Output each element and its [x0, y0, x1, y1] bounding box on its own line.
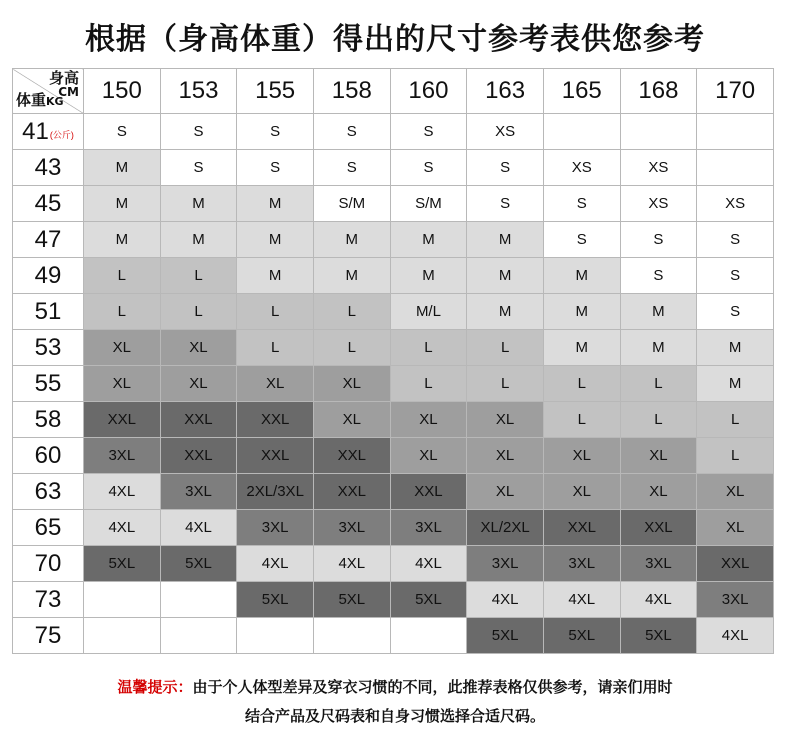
- weight-header-73: 73: [13, 582, 84, 618]
- size-cell: S/M: [313, 186, 390, 222]
- size-cell: 4XL: [84, 474, 161, 510]
- weight-header-65: 65: [13, 510, 84, 546]
- size-chart-table: [12, 68, 774, 654]
- size-cell: 4XL: [160, 510, 237, 546]
- height-axis-label: 身高 CM: [48, 69, 79, 99]
- size-cell: S: [160, 150, 237, 186]
- size-cell: L: [313, 294, 390, 330]
- size-cell: M: [237, 186, 314, 222]
- size-cell: XL: [237, 366, 314, 402]
- table-row: [13, 474, 774, 510]
- size-cell: XXL: [313, 438, 390, 474]
- size-cell: M: [160, 186, 237, 222]
- size-cell: 5XL: [160, 546, 237, 582]
- size-cell: XXL: [620, 510, 697, 546]
- size-cell: L: [390, 366, 467, 402]
- size-cell: L: [467, 330, 544, 366]
- tip-text-1: 由于个人体型差异及穿衣习惯的不同，此推荐表格仅供参考，请亲们用时: [192, 678, 673, 696]
- height-header-row: [13, 69, 774, 114]
- size-cell: M: [467, 258, 544, 294]
- size-cell: S: [697, 222, 774, 258]
- size-cell: 3XL: [620, 546, 697, 582]
- table-row: [13, 582, 774, 618]
- size-cell: XL: [697, 474, 774, 510]
- tip-line-1: [0, 676, 790, 697]
- weight-header-41: 41(公斤): [13, 114, 84, 150]
- size-cell: 3XL: [84, 438, 161, 474]
- size-cell: XL/2XL: [467, 510, 544, 546]
- size-cell: L: [160, 294, 237, 330]
- size-cell: [543, 114, 620, 150]
- size-cell: S: [697, 294, 774, 330]
- size-cell: XL: [467, 402, 544, 438]
- size-cell: M: [237, 222, 314, 258]
- size-cell: S: [160, 114, 237, 150]
- size-cell: L: [543, 402, 620, 438]
- size-cell: M/L: [390, 294, 467, 330]
- height-header-150: 150: [84, 69, 161, 114]
- weight-axis-label: 体重KG: [16, 91, 64, 109]
- size-cell: S: [84, 114, 161, 150]
- size-cell: L: [620, 366, 697, 402]
- weight-header-63: 63: [13, 474, 84, 510]
- weight-header-45: 45: [13, 186, 84, 222]
- size-cell: [313, 618, 390, 654]
- weight-unit: KG: [46, 95, 64, 108]
- weight-header-53: 53: [13, 330, 84, 366]
- size-cell: 5XL: [390, 582, 467, 618]
- size-cell: XXL: [237, 438, 314, 474]
- size-cell: M: [160, 222, 237, 258]
- size-cell: L: [390, 330, 467, 366]
- size-cell: M: [390, 222, 467, 258]
- size-cell: [620, 114, 697, 150]
- height-header-165: 165: [543, 69, 620, 114]
- size-cell: M: [84, 150, 161, 186]
- size-cell: XS: [620, 150, 697, 186]
- height-header-153: 153: [160, 69, 237, 114]
- size-cell: L: [313, 330, 390, 366]
- table-row: [13, 114, 774, 150]
- size-cell: 4XL: [313, 546, 390, 582]
- size-cell: S: [313, 114, 390, 150]
- height-unit: CM: [58, 85, 79, 99]
- size-cell: XS: [467, 114, 544, 150]
- size-cell: XS: [697, 186, 774, 222]
- table-row: [13, 258, 774, 294]
- weight-header-60: 60: [13, 438, 84, 474]
- size-cell: 3XL: [697, 582, 774, 618]
- size-cell: XL: [390, 438, 467, 474]
- size-cell: M: [620, 294, 697, 330]
- size-cell: L: [84, 294, 161, 330]
- size-cell: [160, 618, 237, 654]
- size-cell: 4XL: [467, 582, 544, 618]
- size-cell: XL: [543, 474, 620, 510]
- size-cell: 4XL: [390, 546, 467, 582]
- size-cell: XXL: [160, 438, 237, 474]
- size-cell: 3XL: [313, 510, 390, 546]
- weight-unit-note: (公斤): [49, 129, 74, 140]
- size-cell: XL: [467, 474, 544, 510]
- size-cell: M: [697, 330, 774, 366]
- size-cell: [697, 114, 774, 150]
- height-header-168: 168: [620, 69, 697, 114]
- height-header-160: 160: [390, 69, 467, 114]
- table-row: [13, 222, 774, 258]
- size-cell: 4XL: [620, 582, 697, 618]
- table-row: [13, 294, 774, 330]
- size-cell: M: [543, 294, 620, 330]
- size-cell: S: [467, 186, 544, 222]
- size-cell: S: [620, 222, 697, 258]
- weight-header-70: 70: [13, 546, 84, 582]
- size-cell: XS: [543, 150, 620, 186]
- size-cell: L: [620, 402, 697, 438]
- size-cell: XL: [160, 330, 237, 366]
- size-cell: XL: [313, 402, 390, 438]
- size-cell: 4XL: [697, 618, 774, 654]
- size-cell: [237, 618, 314, 654]
- size-cell: M: [313, 222, 390, 258]
- size-cell: S: [390, 150, 467, 186]
- size-cell: M: [467, 294, 544, 330]
- size-cell: 4XL: [84, 510, 161, 546]
- size-cell: S: [697, 258, 774, 294]
- size-cell: [697, 150, 774, 186]
- weight-header-51: 51: [13, 294, 84, 330]
- size-cell: 5XL: [237, 582, 314, 618]
- size-cell: XXL: [160, 402, 237, 438]
- size-cell: L: [237, 330, 314, 366]
- size-cell: XL: [620, 438, 697, 474]
- size-cell: S: [390, 114, 467, 150]
- size-cell: [84, 582, 161, 618]
- size-cell: 3XL: [160, 474, 237, 510]
- size-cell: S: [237, 150, 314, 186]
- table-row: [13, 186, 774, 222]
- size-cell: S: [467, 150, 544, 186]
- table-row: [13, 150, 774, 186]
- size-cell: XXL: [390, 474, 467, 510]
- table-row: [13, 546, 774, 582]
- size-cell: XL: [390, 402, 467, 438]
- table-row: [13, 330, 774, 366]
- size-cell: 2XL/3XL: [237, 474, 314, 510]
- size-cell: XL: [84, 366, 161, 402]
- size-cell: XXL: [697, 546, 774, 582]
- size-cell: XS: [620, 186, 697, 222]
- size-cell: 3XL: [543, 546, 620, 582]
- weight-header-43: 43: [13, 150, 84, 186]
- page-title: 根据（身高体重）得出的尺寸参考表供您参考: [85, 22, 705, 57]
- size-cell: XL: [620, 474, 697, 510]
- size-cell: XL: [467, 438, 544, 474]
- size-cell: L: [467, 366, 544, 402]
- size-cell: 5XL: [620, 618, 697, 654]
- size-cell: [84, 618, 161, 654]
- height-header-155: 155: [237, 69, 314, 114]
- table-row: [13, 510, 774, 546]
- size-cell: XXL: [237, 402, 314, 438]
- table-row: [13, 438, 774, 474]
- size-cell: [390, 618, 467, 654]
- size-cell: S/M: [390, 186, 467, 222]
- size-cell: 5XL: [543, 618, 620, 654]
- size-cell: 3XL: [390, 510, 467, 546]
- size-cell: L: [84, 258, 161, 294]
- size-cell: 3XL: [467, 546, 544, 582]
- weight-header-75: 75: [13, 618, 84, 654]
- tip-label: 温馨提示：: [117, 678, 193, 696]
- size-cell: XXL: [543, 510, 620, 546]
- size-cell: S: [543, 222, 620, 258]
- size-cell: XXL: [313, 474, 390, 510]
- size-cell: 4XL: [237, 546, 314, 582]
- size-cell: XL: [313, 366, 390, 402]
- weight-header-55: 55: [13, 366, 84, 402]
- weight-header-49: 49: [13, 258, 84, 294]
- size-cell: M: [697, 366, 774, 402]
- size-cell: XXL: [84, 402, 161, 438]
- table-row: [13, 618, 774, 654]
- table-row: [13, 402, 774, 438]
- height-header-158: 158: [313, 69, 390, 114]
- size-cell: XL: [160, 366, 237, 402]
- size-cell: L: [697, 438, 774, 474]
- size-cell: M: [84, 186, 161, 222]
- size-cell: 5XL: [313, 582, 390, 618]
- size-cell: 4XL: [543, 582, 620, 618]
- size-cell: L: [543, 366, 620, 402]
- size-cell: S: [237, 114, 314, 150]
- size-cell: M: [543, 330, 620, 366]
- size-cell: [160, 582, 237, 618]
- size-cell: 5XL: [467, 618, 544, 654]
- size-cell: M: [543, 258, 620, 294]
- table-row: [13, 366, 774, 402]
- size-cell: M: [390, 258, 467, 294]
- size-cell: M: [620, 330, 697, 366]
- size-cell: XL: [697, 510, 774, 546]
- size-cell: S: [543, 186, 620, 222]
- tip-line-2: 结合产品及尺码表和自身习惯选择合适尺码。: [244, 707, 545, 725]
- size-cell: 3XL: [237, 510, 314, 546]
- size-cell: XL: [84, 330, 161, 366]
- size-cell: XL: [543, 438, 620, 474]
- weight-header-47: 47: [13, 222, 84, 258]
- corner-cell: [13, 69, 84, 114]
- size-cell: L: [237, 294, 314, 330]
- height-header-170: 170: [697, 69, 774, 114]
- size-cell: M: [84, 222, 161, 258]
- size-cell: S: [620, 258, 697, 294]
- size-cell: L: [160, 258, 237, 294]
- size-cell: 5XL: [84, 546, 161, 582]
- size-cell: L: [697, 402, 774, 438]
- size-cell: M: [467, 222, 544, 258]
- size-cell: M: [313, 258, 390, 294]
- size-cell: S: [313, 150, 390, 186]
- height-header-163: 163: [467, 69, 544, 114]
- weight-header-58: 58: [13, 402, 84, 438]
- size-cell: M: [237, 258, 314, 294]
